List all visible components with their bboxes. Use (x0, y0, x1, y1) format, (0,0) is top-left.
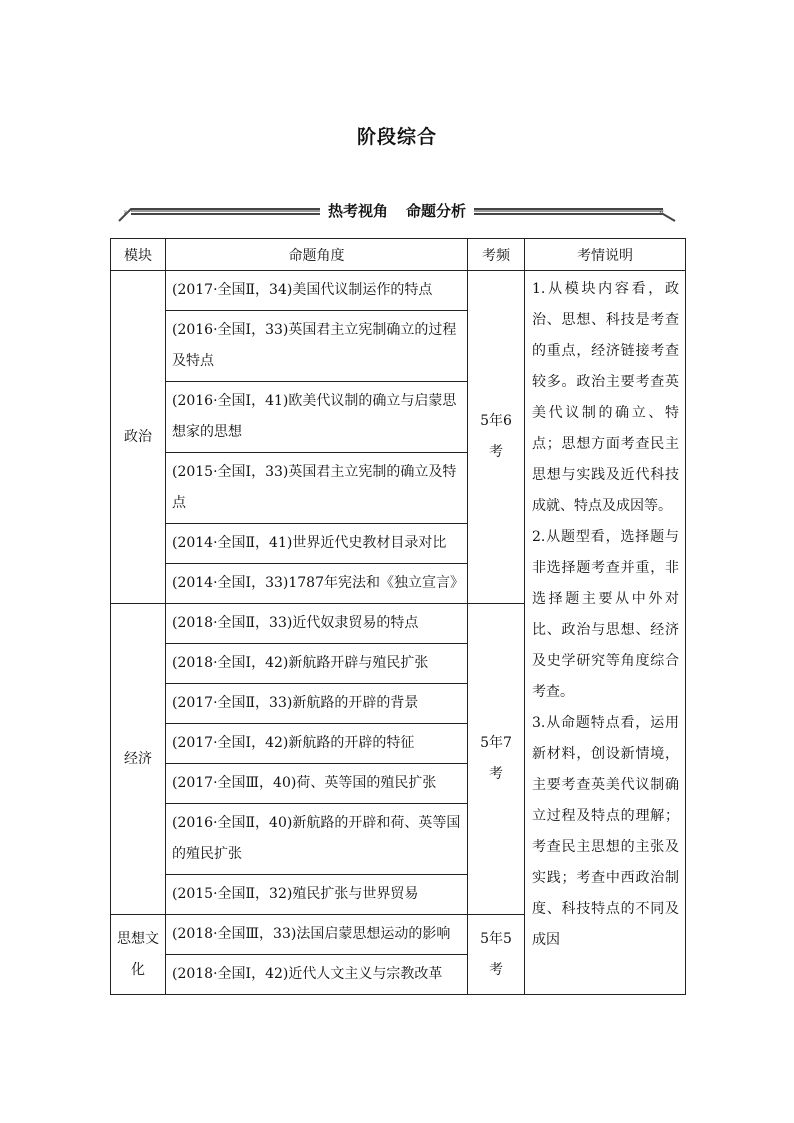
topic-cell: (2017·全国Ⅱ，34)美国代议制运作的特点 (166, 271, 468, 311)
svg-text:»: » (123, 208, 129, 218)
description-paragraph: 3.从命题特点看，运用新材料，创设新情境，主要考查英美代议制确立过程及特点的理解；考查民主思想的主张及实践；考查中西政治制度、科技特点的不同及成因 (532, 715, 679, 948)
topic-cell: (2015·全国Ⅱ，32)殖民扩张与世界贸易 (166, 875, 468, 915)
module-cell: 经济 (111, 604, 166, 915)
topic-cell: (2018·全国Ⅲ，33)法国启蒙思想运动的影响 (166, 915, 468, 955)
svg-text:«: « (659, 208, 665, 218)
topic-cell: (2014·全国Ⅱ，41)世界近代史教材目录对比 (166, 524, 468, 564)
frequency-cell: 5年5考 (468, 915, 525, 995)
description-cell (525, 271, 686, 995)
topic-cell: (2017·全国Ⅰ，42)新航路的开辟的特征 (166, 724, 468, 764)
page-title: 阶段综合 (356, 126, 437, 148)
topic-cell: (2016·全国Ⅰ，41)欧美代议制的确立与启蒙思想家的思想 (166, 382, 468, 453)
description-paragraph: 1.从模块内容看，政治、思想、科技是考查的重点，经济链接考查较多。政治主要考查英美代议制的确立、特点；思想方面考查民主思想与实践及近代科技成就、特点及成因等。 (532, 281, 679, 514)
header-description: 考情说明 (525, 239, 686, 271)
topic-cell: (2014·全国Ⅰ，33)1787年宪法和《独立宣言》 (166, 564, 468, 604)
module-cell: 思想文化 (111, 915, 166, 995)
topic-cell: (2018·全国Ⅰ，42)近代人文主义与宗教改革 (166, 955, 468, 995)
exam-analysis-table (110, 238, 686, 995)
banner-left-text: 热考视角 (327, 202, 388, 220)
table-row (111, 271, 686, 311)
topic-cell: (2018·全国Ⅰ，42)新航路开辟与殖民扩张 (166, 644, 468, 684)
topic-cell: (2018·全国Ⅱ，33)近代奴隶贸易的特点 (166, 604, 468, 644)
table-header-row (111, 239, 686, 271)
header-topic: 命题角度 (166, 239, 468, 271)
topic-cell: (2015·全国Ⅰ，33)英国君主立宪制的确立及特点 (166, 453, 468, 524)
header-frequency: 考频 (468, 239, 525, 271)
topic-cell: (2016·全国Ⅰ，33)英国君主立宪制确立的过程及特点 (166, 311, 468, 382)
module-cell: 政治 (111, 271, 166, 604)
header-module: 模块 (111, 239, 166, 271)
description-paragraph: 2.从题型看，选择题与非选择题考查并重，非选择题主要从中外对比、政治与思想、经济及史学研究等角度综合考查。 (532, 529, 679, 700)
frequency-cell: 5年6考 (468, 271, 525, 604)
frequency-cell: 5年7考 (468, 604, 525, 915)
banner-right-text: 命题分析 (406, 202, 467, 220)
section-banner (117, 198, 677, 224)
topic-cell: (2017·全国Ⅲ，40)荷、英等国的殖民扩张 (166, 764, 468, 804)
topic-cell: (2017·全国Ⅱ，33)新航路的开辟的背景 (166, 684, 468, 724)
topic-cell: (2016·全国Ⅱ，40)新航路的开辟和荷、英等国的殖民扩张 (166, 804, 468, 875)
